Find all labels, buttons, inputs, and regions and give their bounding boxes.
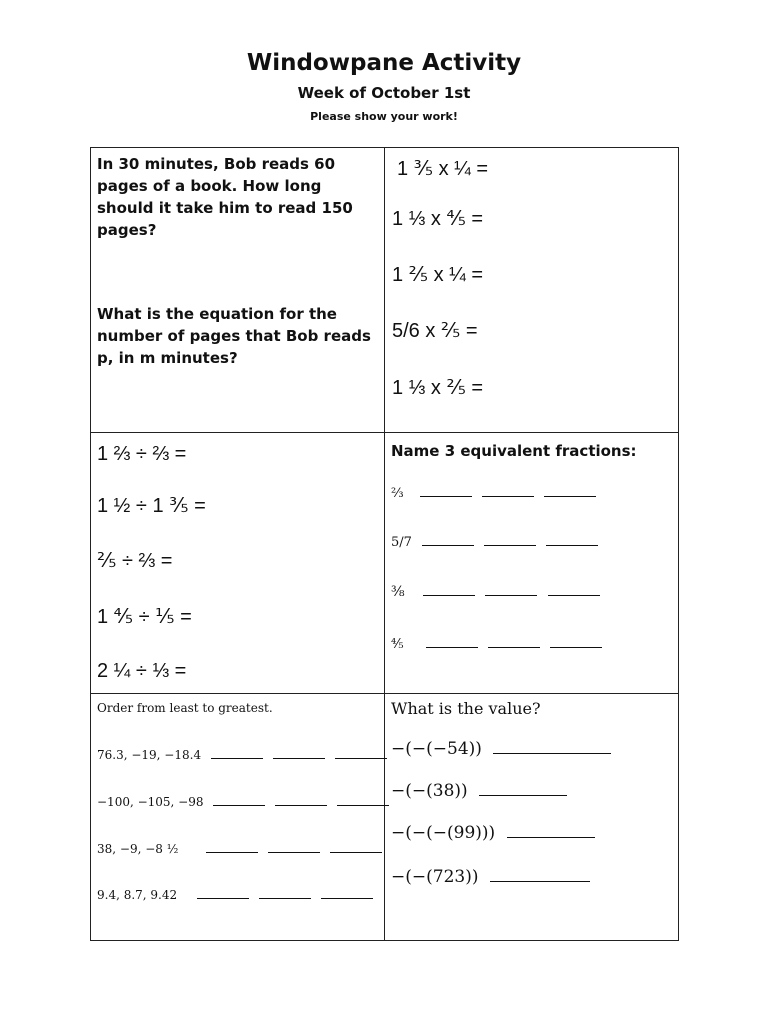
instruction-note: Please show your work!: [310, 110, 458, 123]
negation-expression: −(−(−54)): [391, 739, 482, 759]
multiplication-problem: 1 ⅓ x ⅖ =: [392, 377, 484, 399]
answer-blank: [211, 757, 263, 759]
grid-divider-vertical: [384, 147, 385, 941]
answer-blank: [420, 495, 472, 497]
answer-blank: [206, 851, 258, 853]
answer-blank: [268, 851, 320, 853]
answer-blank: [335, 757, 387, 759]
answer-blank: [550, 646, 602, 648]
answer-blank: [197, 897, 249, 899]
answer-blank: [490, 880, 590, 882]
division-problem: 1 ⅔ ÷ ⅔ =: [97, 443, 187, 465]
equivalent-fraction-row: [391, 486, 596, 501]
number-set: −100, −105, −98: [97, 795, 204, 809]
grid-divider-row-1: [90, 432, 679, 433]
answer-blank: [546, 544, 598, 546]
value-row: [391, 781, 567, 801]
fraction-value: ⅘: [391, 637, 404, 652]
answer-blank: [422, 544, 474, 546]
answer-blank: [479, 794, 567, 796]
multiplication-problem: 1 ⅓ x ⅘ =: [392, 208, 484, 230]
negation-expression: −(−(38)): [391, 781, 468, 801]
page-title: Windowpane Activity: [246, 50, 522, 76]
answer-blank: [484, 544, 536, 546]
fraction-value: 5/7: [391, 535, 412, 550]
negation-expression: −(−(723)): [391, 867, 479, 887]
value-row: [391, 867, 590, 887]
equivalent-fraction-row: [391, 637, 602, 652]
number-set: 76.3, −19, −18.4: [97, 748, 202, 762]
value-row: [391, 739, 611, 759]
ordering-heading: Order from least to greatest.: [97, 701, 273, 715]
answer-blank: [482, 495, 534, 497]
equation-question-text: What is the equation for the number of pages that Bob reads p, in m minutes?: [97, 305, 371, 367]
answer-blank: [273, 757, 325, 759]
word-problem-text: In 30 minutes, Bob reads 60 pages of a book. How long should it take him to read 150 pages?: [97, 155, 353, 239]
number-set: 9.4, 8.7, 9.42: [97, 888, 178, 902]
answer-blank: [493, 752, 611, 754]
answer-blank: [337, 804, 389, 806]
answer-blank: [321, 897, 373, 899]
grid-divider-row-2: [90, 693, 679, 694]
answer-blank: [485, 594, 537, 596]
page-subtitle: Week of October 1st: [297, 84, 471, 102]
ordering-row: [97, 795, 389, 809]
ordering-row: [97, 888, 373, 902]
fraction-value: ⅜: [391, 584, 405, 600]
answer-blank: [548, 594, 600, 596]
answer-blank: [213, 804, 265, 806]
answer-blank: [330, 851, 382, 853]
answer-blank: [488, 646, 540, 648]
value-heading: What is the value?: [391, 699, 541, 718]
multiplication-problem: 5/6 x ⅖ =: [392, 320, 478, 342]
equivalent-fraction-row: [391, 584, 600, 600]
multiplication-problem: 1 ⅖ x ¼ =: [392, 264, 484, 286]
division-problem: 2 ¼ ÷ ⅓ =: [97, 660, 187, 682]
multiplication-problem: 1 ⅗ x ¼ =: [397, 158, 489, 180]
equivalent-fraction-row: [391, 535, 598, 550]
answer-blank: [544, 495, 596, 497]
answer-blank: [275, 804, 327, 806]
ordering-row: [97, 748, 387, 762]
answer-blank: [507, 836, 595, 838]
answer-blank: [259, 897, 311, 899]
number-set: 38, −9, −8 ½: [97, 842, 179, 856]
value-row: [391, 823, 595, 843]
ordering-row: [97, 842, 382, 856]
answer-blank: [423, 594, 475, 596]
negation-expression: −(−(−(99))): [391, 823, 496, 843]
division-problem: ⅖ ÷ ⅔ =: [97, 550, 173, 572]
answer-blank: [426, 646, 478, 648]
fraction-value: ⅔: [391, 486, 404, 501]
division-problem: 1 ⅘ ÷ ⅕ =: [97, 606, 192, 628]
division-problem: 1 ½ ÷ 1 ⅗ =: [97, 495, 206, 517]
equivalent-fractions-heading: Name 3 equivalent fractions:: [391, 442, 637, 460]
